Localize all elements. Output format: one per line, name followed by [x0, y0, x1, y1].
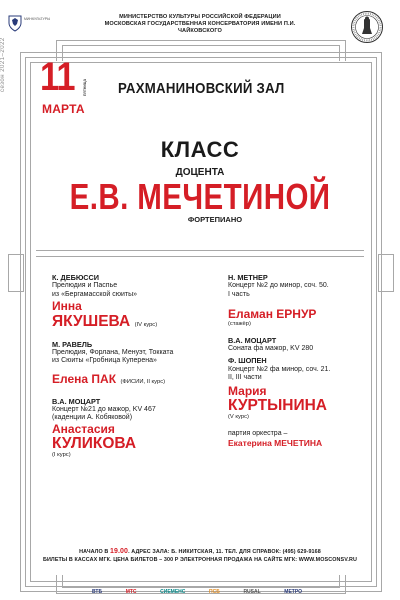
performer-first-name: Мария: [228, 384, 267, 399]
orchestra-part: [228, 430, 368, 448]
orchestra-label: партия оркестра –: [228, 430, 288, 438]
ministry-name: МИНИСТЕРСТВО КУЛЬТУРЫ РОССИЙСКОЙ ФЕДЕРАЦИИ: [119, 14, 281, 20]
composer-name: Ф. ШОПЕН: [228, 356, 267, 366]
performer-first-name: Анастасия: [52, 422, 115, 437]
work-line: Концерт №21 до мажор, KV 467: [52, 406, 156, 414]
sponsor-logo: ВТБ: [92, 589, 103, 595]
sponsor-logo: ПСБ: [209, 589, 220, 595]
work-line: I часть: [228, 290, 250, 298]
ministry-mini-caption: МИНКУЛЬТУРЫ: [24, 17, 51, 21]
title-teacher-name: Е.В. МЕЧЕТИНОЙ: [69, 176, 331, 217]
work-line: Концерт №2 фа минор, соч. 21.: [228, 365, 331, 373]
ministry-emblem-icon: [8, 14, 22, 32]
work-line: Прелюдия, Форлана, Менуэт, Токката: [52, 349, 174, 357]
work-line: (каденции А. Кобяковой): [52, 414, 133, 422]
performer-course: (I курс): [52, 452, 71, 459]
title-docent: ДОЦЕНТА: [175, 167, 225, 178]
performer-last-name: ЯКУШЕВА: [52, 312, 131, 330]
footer-line-2: БИЛЕТЫ В КАССАХ МГК. ЦЕНА БИЛЕТОВ – 300 Р ЭЛЕКТРОННАЯ ПРОДАЖА НА САЙТЕ МГК: WWW.MOSCONSV.RU: [42, 557, 357, 563]
hall-name: РАХМАНИНОВСКИЙ ЗАЛ: [118, 80, 285, 97]
performer-last-name: КУРТЫНИНА: [228, 397, 327, 415]
work-line: из «Бергамасской сюиты»: [52, 290, 138, 298]
composer-name: В.А. МОЦАРТ: [52, 396, 101, 406]
composer-name: К. ДЕБЮССИ: [52, 273, 100, 282]
performer-last-name-row: [52, 313, 222, 331]
work-line: Прелюдия и Паспье: [52, 282, 118, 290]
performer-full-name: Еламан ЕРНУР: [228, 306, 317, 321]
performer-course: (ФИСИИ, II курс): [120, 378, 166, 385]
sponsor-logos: [92, 589, 302, 595]
work-line: из Сюиты «Гробница Куперена»: [52, 357, 157, 365]
sponsor-logo: СИЕМЕНС: [160, 589, 186, 595]
program-entry-medtner: [228, 274, 368, 327]
footer-info: [40, 548, 360, 564]
performer-course: (IV курс): [134, 321, 158, 328]
program-entry-mozart-chopin: [228, 337, 368, 420]
composer-name: Н. МЕТНЕР: [228, 273, 268, 282]
performer-full-name: Елена ПАК: [52, 371, 117, 386]
conservatory-seal-icon: [350, 10, 384, 44]
work-line: Соната фа мажор, KV 280: [228, 345, 314, 353]
composer-name: М. РАВЕЛЬ: [52, 339, 93, 349]
conservatory-name: МОСКОВСКАЯ ГОСУДАРСТВЕННАЯ КОНСЕРВАТОРИЯ ИМЕНИ П.И. ЧАЙКОВСКОГО: [104, 21, 296, 34]
header: [90, 14, 310, 35]
program-entry-ravel: [52, 341, 222, 388]
performer-course: (стажёр): [228, 320, 251, 327]
performer-last-name: КУЛИКОВА: [52, 435, 137, 453]
performer-first-name: Инна: [52, 298, 82, 313]
season-label: сезон 2021–2022: [0, 37, 6, 92]
date-day: 11: [40, 55, 75, 99]
composer-name: В.А. МОЦАРТ: [228, 335, 277, 345]
footer-line-1: НАЧАЛО В 19.00. АДРЕС ЗАЛА: Б. НИКИТСКАЯ, 11. ТЕЛ. ДЛЯ СПРАВОК: (495) 629-9168: [79, 548, 321, 555]
date-block: [40, 56, 90, 126]
orchestra-name: Екатерина МЕЧЕТИНА: [228, 438, 323, 449]
work-line: II, III части: [228, 374, 262, 382]
sponsor-logo: RUSAL: [243, 589, 261, 595]
date-month: МАРТА: [42, 102, 85, 116]
program-entry-debussy: [52, 274, 222, 331]
performer-name-row: [52, 370, 222, 388]
title-block: [40, 138, 360, 225]
title-instrument: ФОРТЕПИАНО: [187, 215, 243, 224]
program-entry-mozart-21: [52, 398, 222, 459]
work-line: Концерт №2 до минор, соч. 50.: [228, 282, 329, 290]
program-right: [228, 274, 368, 448]
date-weekday: пятница: [82, 78, 87, 96]
sponsor-logo: МЕТРО: [284, 589, 302, 595]
title-class: КЛАСС: [160, 137, 240, 162]
sponsor-logo: МТС: [125, 589, 137, 595]
performer-course: (V курс): [228, 414, 249, 421]
program-left: [52, 274, 222, 458]
